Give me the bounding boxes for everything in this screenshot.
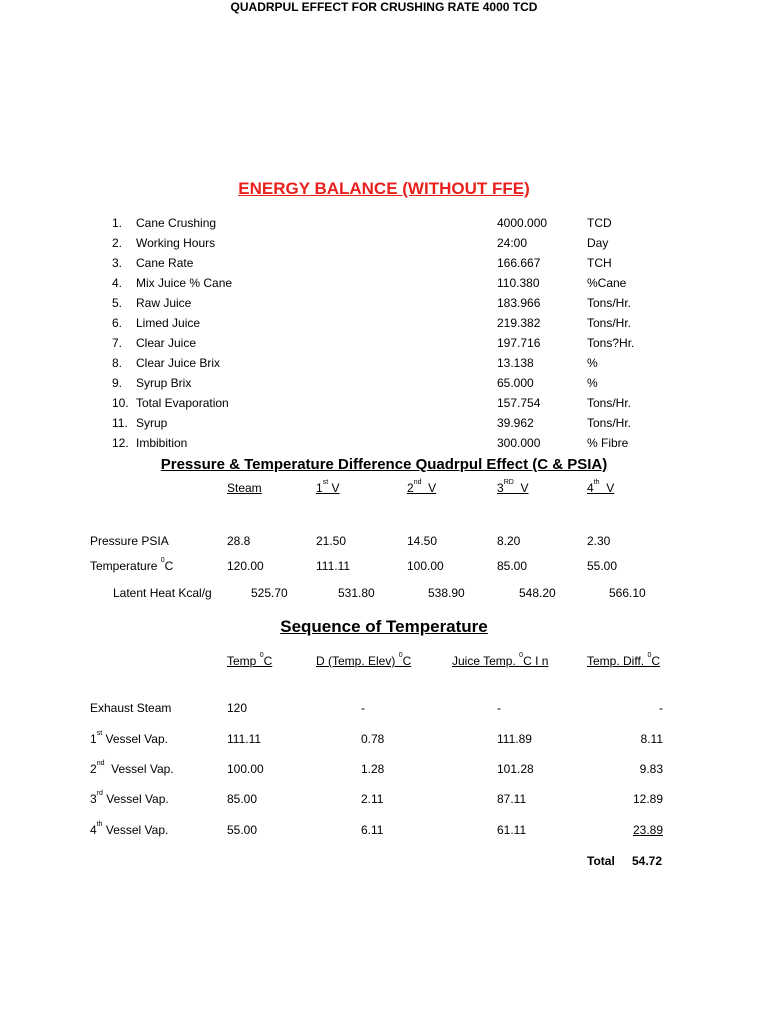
total-value: 54.72: [632, 854, 663, 868]
item-number: 5.: [112, 296, 123, 310]
latent-heat-2nd-v: 538.90: [428, 586, 465, 600]
latent-heat-3rd-v: 548.20: [519, 586, 556, 600]
col-header-1st-v: 1st V: [316, 479, 340, 495]
item-value: 4000.000: [497, 216, 548, 230]
item-unit: Tons/Hr.: [587, 316, 632, 330]
item-number: 9.: [112, 376, 123, 390]
item-value: 166.667: [497, 256, 541, 270]
col-header-juice-temp: Juice Temp. $^0$C I n: [452, 652, 549, 668]
col-header-temp-elev: D (Temp. Elev) $^0$C: [316, 652, 412, 668]
item-value: 300.000: [497, 436, 541, 450]
item-number: 11.: [112, 416, 128, 430]
item-value: 219.382: [497, 316, 541, 330]
item-number: 8.: [112, 356, 123, 370]
item-label: Working Hours: [136, 236, 216, 250]
vessel-temp: 100.00: [227, 762, 264, 776]
total-label: Total: [587, 854, 615, 868]
sequence-heading: Sequence of Temperature: [280, 617, 488, 636]
item-number: 3.: [112, 256, 123, 270]
row-label-latent-heat: Latent Heat Kcal/g: [113, 586, 212, 600]
item-value: 39.962: [497, 416, 534, 430]
item-value: 183.966: [497, 296, 541, 310]
energy-balance-heading: ENERGY BALANCE (WITHOUT FFE): [238, 179, 530, 198]
col-header-temp-diff: Temp. Diff. $^0$C: [587, 652, 661, 668]
temperature-steam: 120.00: [227, 559, 264, 573]
item-label: Imbibition: [136, 436, 188, 450]
item-value: 157.754: [497, 396, 541, 410]
vessel-temp-diff: 12.89: [632, 792, 663, 806]
item-value: 110.380: [497, 276, 540, 290]
item-unit: % Fibre: [587, 436, 629, 450]
item-unit: TCH: [587, 256, 612, 270]
col-header-3rd-v: 3RD V: [497, 479, 529, 495]
vessel-temp-elev: 1.28: [361, 762, 385, 776]
vessel-temp: 55.00: [227, 823, 258, 837]
vessel-temp-diff: 23.89: [632, 823, 663, 837]
item-label: Mix Juice % Cane: [136, 276, 233, 290]
item-value: 13.138: [497, 356, 534, 370]
vessel-temp-elev: -: [361, 701, 365, 715]
item-label: Total Evaporation: [136, 396, 229, 410]
item-number: 2.: [112, 236, 123, 250]
vessel-juice-temp: 111.89: [497, 732, 532, 746]
vessel-temp-diff: -: [659, 701, 663, 715]
item-label: Clear Juice Brix: [136, 356, 221, 370]
item-number: 10.: [112, 396, 129, 410]
item-label: Syrup: [136, 416, 168, 430]
item-number: 4.: [112, 276, 123, 290]
vessel-temp-diff: 8.11: [640, 732, 663, 746]
vessel-temp-diff: 9.83: [639, 762, 663, 776]
item-number: 7.: [112, 336, 123, 350]
vessel-label: 2nd Vessel Vap.: [90, 760, 174, 776]
pressure-1st-v: 21.50: [316, 534, 347, 548]
vessel-temp-elev: 6.11: [361, 823, 384, 837]
vessel-temp-elev: 2.11: [361, 792, 384, 806]
col-header-steam: Steam: [227, 481, 262, 495]
vessel-label: Exhaust Steam: [90, 701, 172, 715]
vessel-temp: 111.11: [227, 732, 262, 746]
vessel-label: 4th Vessel Vap.: [90, 821, 169, 837]
temperature-2nd-v: 100.00: [407, 559, 444, 573]
vessel-temp: 85.00: [227, 792, 258, 806]
item-number: 6.: [112, 316, 123, 330]
pressure-3rd-v: 8.20: [497, 534, 521, 548]
latent-heat-steam: 525.70: [251, 586, 288, 600]
item-value: 197.716: [497, 336, 541, 350]
item-unit: %: [587, 356, 598, 370]
pressure-temp-heading: Pressure & Temperature Difference Quadrpul Effect (C & PSIA): [160, 456, 608, 473]
item-unit: Tons/Hr.: [587, 296, 632, 310]
vessel-temp: 120: [227, 701, 248, 715]
item-unit: Day: [587, 236, 609, 250]
col-header-temp: Temp $^0$C: [227, 652, 273, 668]
item-label: Cane Crushing: [136, 216, 217, 230]
col-header-2nd-v: 2nd V: [407, 479, 437, 495]
temperature-3rd-v: 85.00: [497, 559, 528, 573]
vessel-juice-temp: 61.11: [497, 823, 527, 837]
item-unit: TCD: [587, 216, 612, 230]
document-title: QUADRPUL EFFECT FOR CRUSHING RATE 4000 TCD: [230, 0, 538, 14]
item-unit: %Cane: [587, 276, 627, 290]
vessel-juice-temp: 101.28: [497, 762, 534, 776]
latent-heat-1st-v: 531.80: [338, 586, 375, 600]
item-unit: Tons?Hr.: [587, 336, 635, 350]
item-unit: Tons/Hr.: [587, 416, 632, 430]
pressure-4th-v: 2.30: [587, 534, 611, 548]
pressure-2nd-v: 14.50: [407, 534, 438, 548]
item-value: 24:00: [497, 236, 528, 250]
item-number: 1.: [112, 216, 123, 230]
item-number: 12.: [112, 436, 129, 450]
row-label-pressure: Pressure PSIA: [90, 534, 169, 548]
item-label: Limed Juice: [136, 316, 201, 330]
item-label: Raw Juice: [136, 296, 192, 310]
latent-heat-4th-v: 566.10: [609, 586, 646, 600]
row-label-temperature: Temperature $^0$C: [90, 557, 174, 573]
temperature-1st-v: 111.11: [316, 559, 351, 573]
item-label: Cane Rate: [136, 256, 194, 270]
vessel-temp-elev: 0.78: [361, 732, 385, 746]
vessel-label: 1st Vessel Vap.: [90, 730, 168, 746]
vessel-juice-temp: 87.11: [497, 792, 527, 806]
col-header-4th-v: 4th V: [587, 479, 615, 495]
item-unit: %: [587, 376, 598, 390]
item-label: Syrup Brix: [136, 376, 192, 390]
item-unit: Tons/Hr.: [587, 396, 632, 410]
pressure-steam: 28.8: [227, 534, 251, 548]
item-label: Clear Juice: [136, 336, 197, 350]
vessel-juice-temp: -: [497, 701, 501, 715]
temperature-4th-v: 55.00: [587, 559, 618, 573]
vessel-label: 3rd Vessel Vap.: [90, 790, 169, 806]
item-value: 65.000: [497, 376, 534, 390]
